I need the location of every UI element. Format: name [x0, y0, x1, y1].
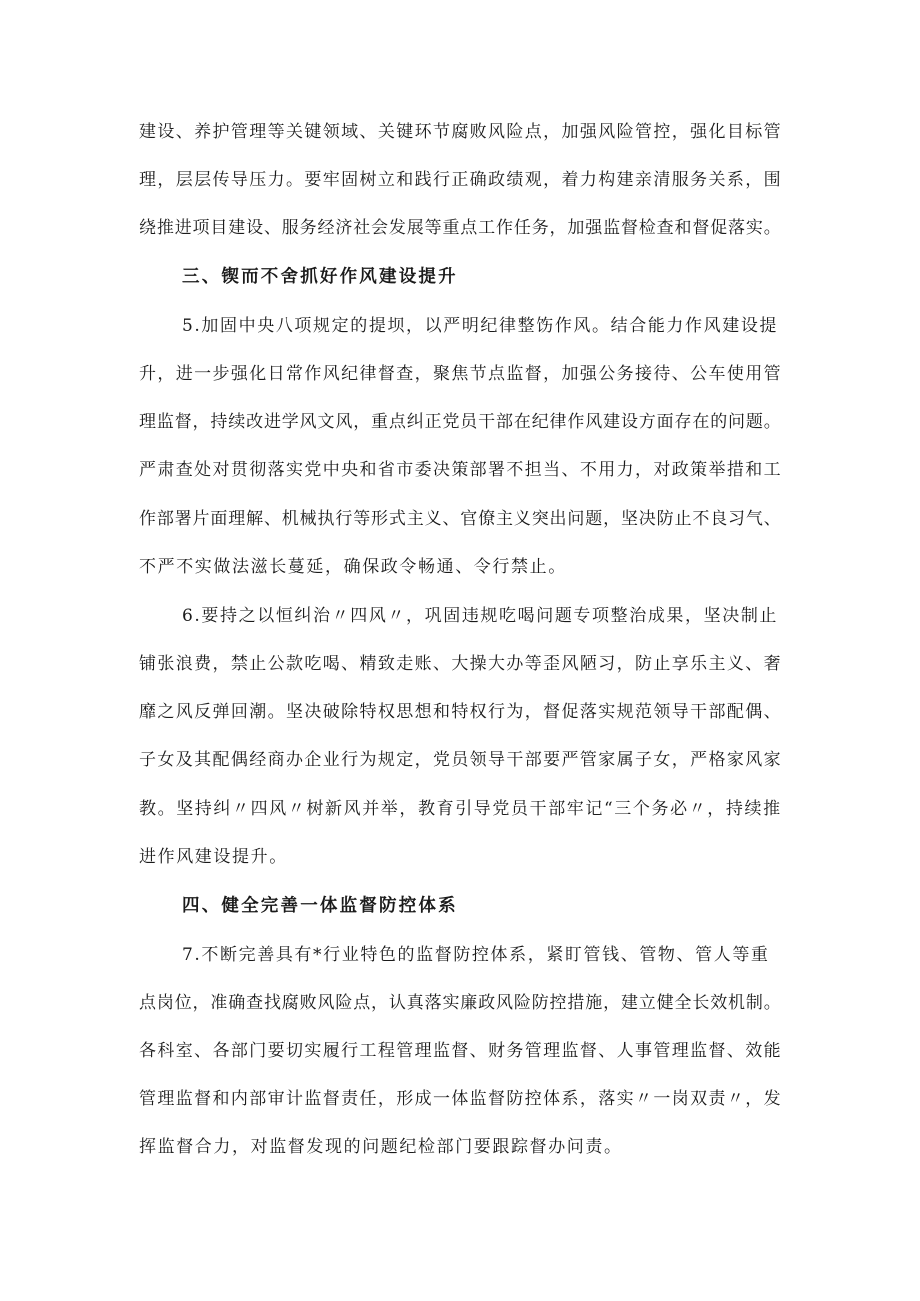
paragraph-6-line-1: 6.要持之以恒纠治〃四风〃，巩固违规吃喝问题专项整治成果，坚决制止 — [182, 606, 779, 626]
paragraph-6-line-4: 子女及其配偶经商办企业行为规定，党员领导干部要严管家属子女，严格家风家 — [139, 750, 782, 770]
paragraph-5-line-6: 不严不实做法滋长蔓延，确保政令畅通、令行禁止。 — [139, 557, 567, 577]
paragraph-5-line-3: 理监督，持续改进学风文风，重点纠正党员干部在纪律作风建设方面存在的问题。 — [139, 412, 782, 432]
section-heading-3: 三、锲而不舍抓好作风建设提升 — [182, 267, 458, 287]
paragraph-intro-line-2: 理，层层传导压力。要牢固树立和践行正确政绩观，着力构建亲清服务关系，围 — [139, 170, 782, 190]
paragraph-7-line-4: 管理监督和内部审计监督责任，形成一体监督防控体系，落实〃一岗双责〃，发 — [139, 1089, 782, 1109]
paragraph-5-line-4: 严肃查处对贯彻落实党中央和省市委决策部署不担当、不用力，对政策举措和工 — [139, 460, 782, 480]
paragraph-intro-line-1: 建设、养护管理等关键领域、关键环节腐败风险点，加强风险管控，强化目标管 — [139, 122, 782, 142]
paragraph-6-line-2: 铺张浪费，禁止公款吃喝、精致走账、大操大办等歪风陋习，防止享乐主义、奢 — [139, 654, 782, 674]
paragraph-7-line-2: 点岗位，准确查找腐败风险点，认真落实廉政风险防控措施，建立健全长效机制。 — [139, 993, 782, 1013]
paragraph-5-line-2: 升，进一步强化日常作风纪律督查，聚焦节点监督，加强公务接待、公车使用管 — [139, 364, 782, 384]
paragraph-5-line-5: 作部署片面理解、机械执行等形式主义、官僚主义突出问题，坚决防止不良习气、 — [139, 509, 782, 529]
paragraph-5-line-1: 5.加固中央八项规定的提坝，以严明纪律整饬作风。结合能力作风建设提 — [182, 316, 779, 336]
paragraph-7-line-5: 挥监督合力，对监督发现的问题纪检部门要跟踪督办问责。 — [139, 1137, 623, 1157]
paragraph-6-line-6: 进作风建设提升。 — [139, 847, 288, 867]
paragraph-6-line-5: 教。坚持纠〃四风〃树新风并举，教育引导党员干部牢记“三个务必〃，持续推 — [139, 799, 782, 819]
paragraph-7-line-1: 7.不断完善具有*行业特色的监督防控体系，紧盯管钱、管物、管人等重 — [182, 945, 770, 965]
section-heading-4: 四、健全完善一体监督防控体系 — [182, 896, 458, 916]
paragraph-7-line-3: 各科室、各部门要切实履行工程管理监督、财务管理监督、人事管理监督、效能 — [139, 1041, 782, 1061]
paragraph-intro-line-3: 绕推进项目建设、服务经济社会发展等重点工作任务，加强监督检查和督促落实。 — [139, 218, 782, 238]
paragraph-6-line-3: 靡之风反弹回潮。坚决破除特权思想和特权行为，督促落实规范领导干部配偶、 — [139, 702, 782, 722]
